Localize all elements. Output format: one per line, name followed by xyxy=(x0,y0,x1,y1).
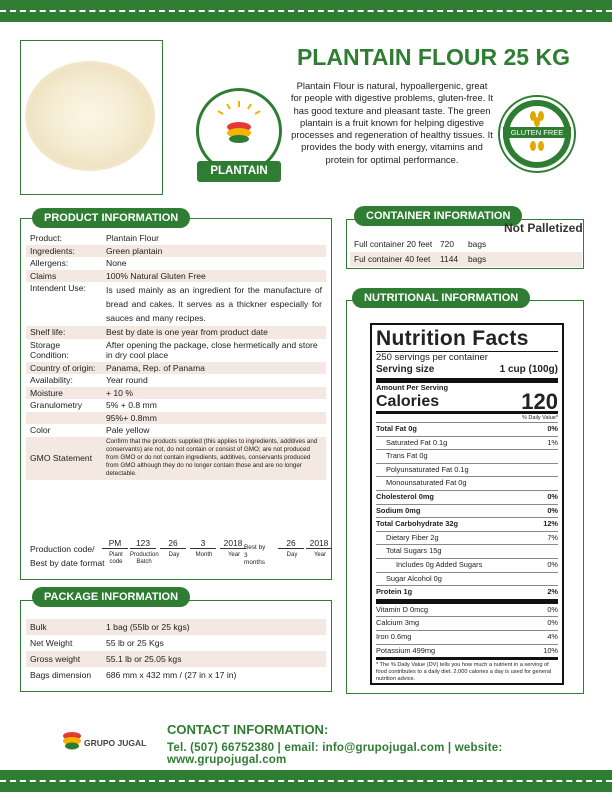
container-rows xyxy=(350,237,582,267)
nutrient-name: Saturated Fat 0.1g xyxy=(386,437,448,447)
nutrient-row xyxy=(376,599,558,617)
nutrient-name: Iron 0.6mg xyxy=(376,631,412,641)
code-value: 2018 xyxy=(306,538,332,549)
product-info-row xyxy=(26,387,326,400)
code-value: 26 xyxy=(160,538,186,549)
nutrient-name: Polyunsaturated Fat 0.1g xyxy=(386,464,469,474)
nutrient-row xyxy=(376,531,558,545)
product-info-value: Pale yellow xyxy=(106,425,150,435)
code-value: 2018 xyxy=(220,538,246,549)
product-info-table xyxy=(26,232,326,480)
product-info-heading: PRODUCT INFORMATION xyxy=(32,208,190,228)
nf-serving-size-value: 1 cup (100g) xyxy=(499,364,558,375)
nutrient-dv: 0% xyxy=(547,559,558,569)
nutrition-facts-label xyxy=(370,323,564,685)
product-info-value: Is used mainly as an ingredient for the manufacture of bread and cakes. It serves as a thickner especially for sauces and many recipes. xyxy=(106,285,322,323)
nutrient-name: Sodium 0mg xyxy=(376,505,421,515)
nutrient-name: Cholesterol 0mg xyxy=(376,491,434,501)
product-info-key: Granulometry xyxy=(30,400,83,410)
package-info-value: 1 bag (55lb or 25 kgs) xyxy=(102,619,326,635)
product-info-key: Storage Condition: xyxy=(30,339,69,360)
product-info-row xyxy=(26,282,326,326)
nf-calories-value: 120 xyxy=(521,389,558,414)
nutrient-name: Includes 0g Added Sugars xyxy=(396,559,483,569)
container-info-heading: CONTAINER INFORMATION xyxy=(354,206,522,226)
product-info-value: Panama, Rep. of Panama xyxy=(102,362,326,375)
product-info-key xyxy=(26,412,102,425)
nutrient-row xyxy=(376,630,558,644)
nutrient-dv: 10% xyxy=(543,645,558,655)
package-info-row xyxy=(26,651,326,667)
nf-serving-size-label: Serving size xyxy=(376,364,435,375)
nf-calories-label: Calories xyxy=(376,393,440,410)
nf-calories xyxy=(376,389,558,414)
package-info-row xyxy=(26,667,326,683)
nutrient-dv: 4% xyxy=(547,631,558,641)
nf-dv-label: % Daily Value* xyxy=(522,415,558,421)
product-info-value: 100% Natural Gluten Free xyxy=(102,270,326,283)
product-info-row xyxy=(26,232,326,245)
code-value: 123 xyxy=(130,538,156,549)
product-info-key: Country of origin: xyxy=(26,362,102,375)
product-info-key: Product: xyxy=(30,233,63,243)
nutrition-heading: NUTRITIONAL INFORMATION xyxy=(352,288,530,308)
product-info-key: Claims xyxy=(26,270,102,283)
nutrient-name: Total Fat 0g xyxy=(376,424,417,433)
not-palletized: Not Palletized xyxy=(504,221,583,235)
brand-badge: PLANTAIN FLOUR xyxy=(197,161,281,182)
nutrient-dv: 7% xyxy=(547,532,558,542)
container-unit: bags xyxy=(468,254,487,264)
nutrient-row xyxy=(376,490,558,504)
footer-logo xyxy=(60,730,150,760)
nutrient-dv: 0% xyxy=(547,505,558,515)
best-by-label: Best by 3 months xyxy=(244,544,266,566)
nutrient-dv: 0% xyxy=(547,491,558,501)
product-info-row xyxy=(26,399,326,412)
nutrient-row xyxy=(376,504,558,518)
product-title: PLANTAIN FLOUR 25 KG xyxy=(296,44,570,70)
nutrient-row xyxy=(376,585,558,599)
product-info-value: None xyxy=(106,258,127,268)
nutrient-name: Potassium 499mg xyxy=(376,645,436,655)
product-info-value: Year round xyxy=(106,375,148,385)
nf-amount-label: Amount Per Serving xyxy=(376,383,449,392)
nutrient-dv: 0% xyxy=(547,618,558,628)
code-caption: Year xyxy=(313,552,327,558)
product-info-key: Moisture xyxy=(26,387,102,400)
product-info-key: Color xyxy=(30,425,51,435)
nutrient-row xyxy=(376,476,558,490)
product-info-row xyxy=(26,270,326,283)
nutrient-row xyxy=(376,644,558,658)
container-unit: bags xyxy=(468,239,487,249)
jugal-logo-icon xyxy=(60,730,84,752)
package-info-value: 686 mm x 432 mm / (27 in x 17 in) xyxy=(106,670,237,680)
code-value: PM xyxy=(102,538,128,549)
nutrient-row xyxy=(376,436,558,450)
product-info-key: Availability: xyxy=(30,375,73,385)
nutrient-row xyxy=(376,449,558,463)
nutrient-row xyxy=(376,558,558,572)
product-info-value: After opening the package, close hermetically and store in dry cool place xyxy=(106,339,318,360)
product-info-key: Allergens: xyxy=(30,258,69,268)
package-info-heading: PACKAGE INFORMATION xyxy=(32,587,190,607)
package-info-table xyxy=(26,619,326,683)
container-row xyxy=(350,252,582,267)
container-count: 720 xyxy=(440,239,454,249)
product-info-row xyxy=(26,374,326,387)
package-info-key: Bags dimension xyxy=(30,670,92,680)
product-info-row xyxy=(26,257,326,270)
package-info-row xyxy=(26,635,326,651)
package-info-value: 55 lb or 25 Kgs xyxy=(106,638,164,648)
nutrient-row xyxy=(376,544,558,558)
nutrient-row xyxy=(376,616,558,630)
nf-servings: 250 servings per container xyxy=(376,351,558,364)
nutrient-dv: 12% xyxy=(543,519,558,529)
container-key: Full container 20 feet xyxy=(354,239,433,249)
gluten-free-label: GLUTEN FREE xyxy=(503,127,571,138)
product-info-value: Plantain Flour xyxy=(106,233,160,243)
nutrient-name: Calcium 3mg xyxy=(376,618,420,628)
code-caption: Year xyxy=(227,552,241,558)
nf-serving-size xyxy=(376,364,558,376)
product-info-row xyxy=(26,362,326,375)
nutrient-dv: 0% xyxy=(547,604,558,614)
code-value: 26 xyxy=(278,538,304,549)
nutrient-name: Dietary Fiber 2g xyxy=(386,532,439,542)
product-info-row xyxy=(26,326,326,339)
nutrient-row xyxy=(376,517,558,531)
bottom-band xyxy=(0,770,612,792)
product-info-value: Confirm that the products supplied (this applies to ingredients, additives and conservants) are not, do not contain or consist of GMO; are not produced from GMO or do not contain ingredients, additives, conservants produced from GMO although they do no longer contain those and are no longer detectable. xyxy=(102,437,326,480)
code-caption: Day xyxy=(286,552,298,558)
nutrient-name: Protein 1g xyxy=(376,587,413,597)
product-info-key: GMO Statement xyxy=(26,437,102,480)
code-caption: Month xyxy=(195,552,213,558)
nutrient-dv: 0% xyxy=(547,424,558,433)
product-info-value: + 10 % xyxy=(102,387,326,400)
nutrient-name: Trans Fat 0g xyxy=(386,451,428,461)
code-label-1: Production code/ xyxy=(30,544,95,554)
gluten-free-badge xyxy=(500,97,574,171)
nutrient-name: Vitamin D 0mcg xyxy=(376,604,429,614)
container-count: 1144 xyxy=(440,254,459,264)
contact-line: Tel. (507) 66752380 | email: info@grupojugal.com | website: www.grupojugal.com xyxy=(167,742,503,766)
package-info-key: Net Weight xyxy=(30,638,73,648)
nutrient-row xyxy=(376,463,558,477)
production-code xyxy=(28,538,328,576)
product-info-value: 95%+ 0.8mm xyxy=(102,412,326,425)
code-caption: Production Batch xyxy=(130,552,159,565)
product-info-row xyxy=(26,412,326,425)
nutrient-row xyxy=(376,422,558,436)
product-description: Plantain Flour is natural, hypoallergenic, great for people with digestive problems, gluten-free. It has good texture and pleasant taste. The green plantain is a fruit known for helping digestive processes and regeneration of healthy tissues. It provides the body with energy, vitamins and protein for optimal performance. xyxy=(290,80,494,165)
nutrient-name: Monounsaturated Fat 0g xyxy=(386,478,467,488)
container-key: Ful container 40 feet xyxy=(354,254,431,264)
package-info-key: Bulk xyxy=(26,619,102,635)
package-info-value: 55.1 lb or 25.05 kgs xyxy=(102,651,326,667)
nutrient-dv: 2% xyxy=(547,587,558,597)
product-photo xyxy=(20,40,163,195)
product-info-key: Ingredients: xyxy=(26,245,102,258)
footer-logo-text: GRUPO JUGAL xyxy=(84,738,147,748)
product-info-key: Shelf life: xyxy=(26,326,102,339)
package-info-row xyxy=(26,619,326,635)
nutrient-row xyxy=(376,572,558,586)
top-band xyxy=(0,0,612,22)
code-label-2: Best by date format xyxy=(30,558,105,568)
product-info-row xyxy=(26,424,326,437)
code-caption: Plant code xyxy=(109,552,123,565)
nf-footnote: * The % Daily Value (DV) tells you how much a nutrient in a serving of food contributes to a daily diet. 2,000 calories a day is used for general nutrition advice. xyxy=(376,657,558,683)
contact-title: CONTACT INFORMATION: xyxy=(167,722,329,737)
code-caption: Day xyxy=(168,552,180,558)
product-info-row xyxy=(26,339,326,362)
product-info-row xyxy=(26,245,326,258)
product-info-row xyxy=(26,437,326,480)
nf-title: Nutrition Facts xyxy=(376,327,529,350)
nutrient-name: Sugar Alcohol 0g xyxy=(386,573,442,583)
nutrient-dv: 1% xyxy=(547,437,558,447)
code-value: 3 xyxy=(190,538,216,549)
product-info-value: Best by date is one year from product date xyxy=(102,326,326,339)
product-info-value: 5% + 0.8 mm xyxy=(106,400,157,410)
nutrient-name: Total Carbohydrate 32g xyxy=(376,519,458,529)
product-info-value: Green plantain xyxy=(102,245,326,258)
product-info-key: Intendent Use: xyxy=(30,283,86,293)
container-row xyxy=(350,237,582,252)
nutrient-name: Total Sugars 15g xyxy=(386,546,442,556)
package-info-key: Gross weight xyxy=(26,651,102,667)
